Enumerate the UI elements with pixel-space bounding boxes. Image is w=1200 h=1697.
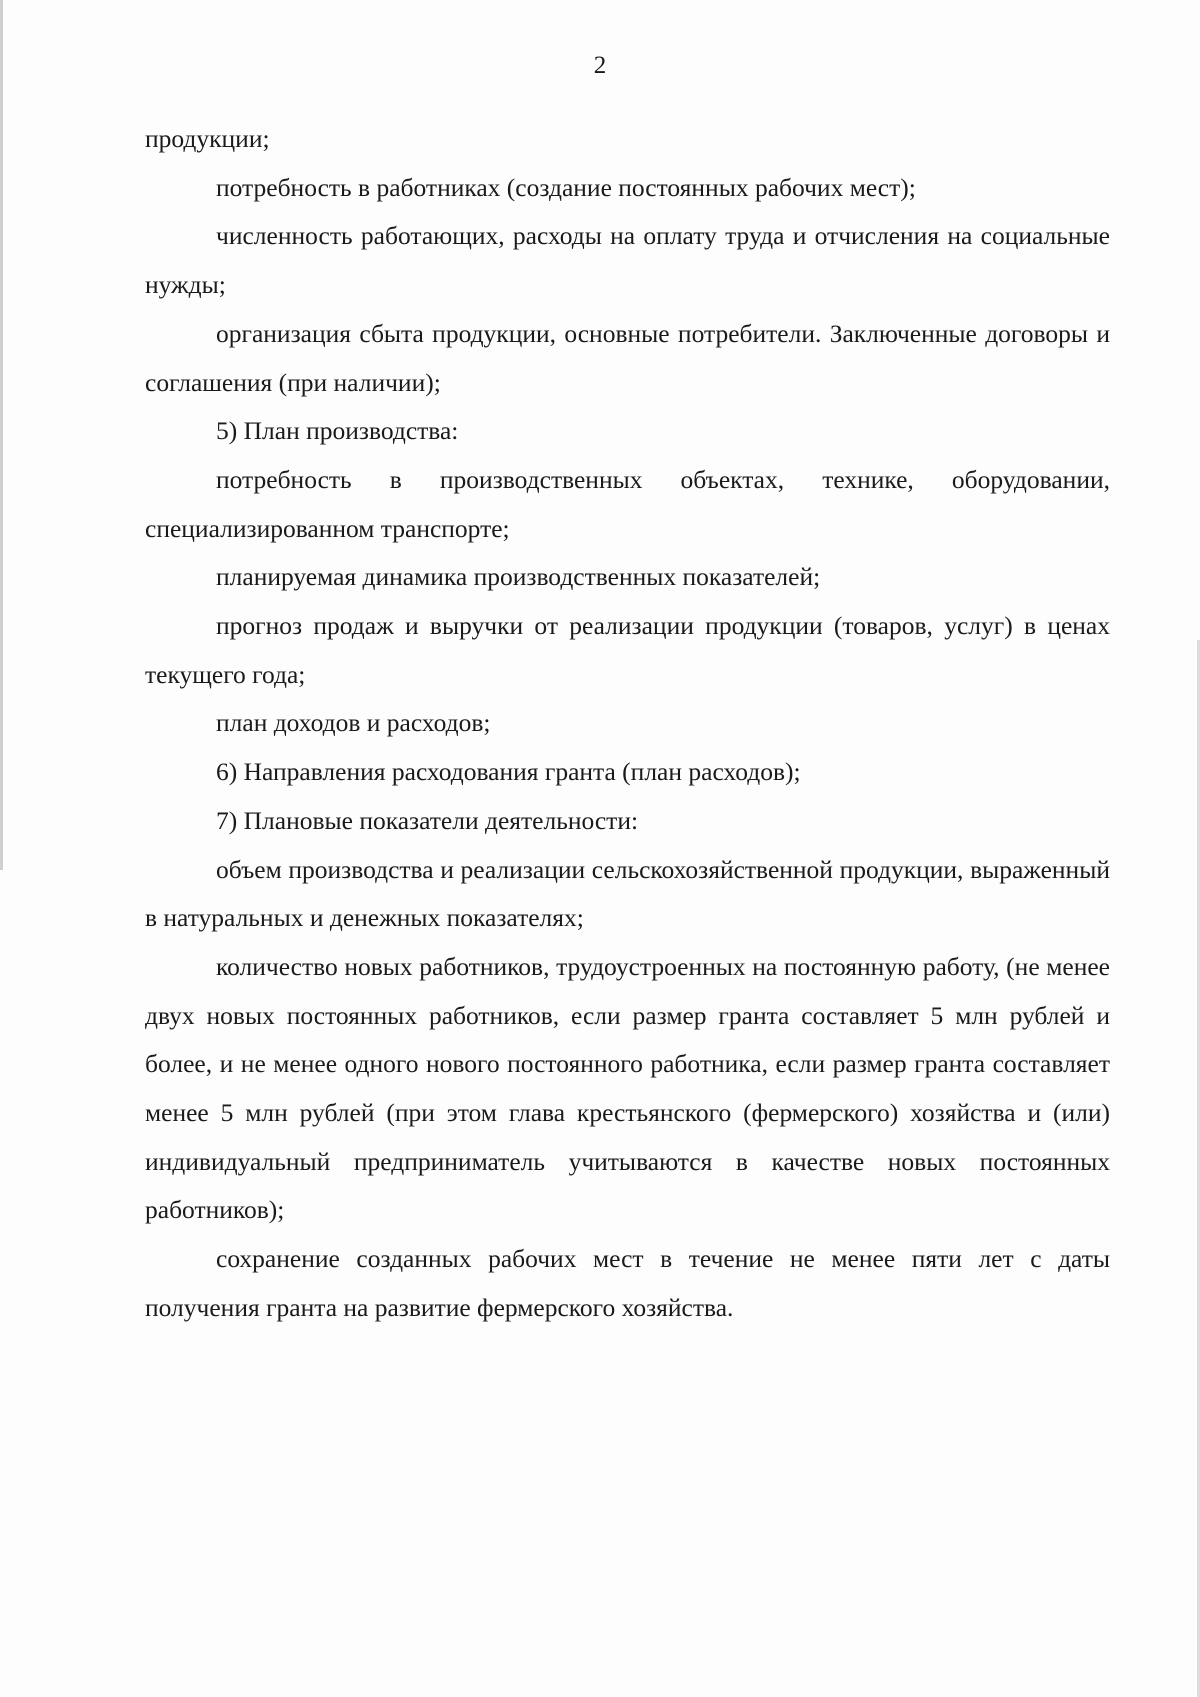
section-heading: 5) План производства: [216,416,459,446]
scan-edge-left [0,0,3,870]
paragraph: потребность в работниках (создание постоянных рабочих мест); [216,172,916,202]
document-body [145,115,1110,1333]
paragraph: потребность в производственных объектах, технике, оборудовании, специализированном транспорте; [145,464,1110,543]
paragraph: объем производства и реализации сельскохозяйственной продукции, выраженный в натуральных и денежных показателях; [145,854,1110,933]
paragraph: организация сбыта продукции, основные потребители. Заключенные договоры и соглашения (при наличии); [145,318,1110,397]
paragraph: план доходов и расходов; [216,708,491,738]
paragraph: продукции; [145,124,270,153]
section-heading: 7) Плановые показатели деятельности: [216,805,639,835]
paragraph: количество новых работников, трудоустроенных на постоянную работу, (не менее двух новых постоянных работников, если размер гранта составляет 5 млн рублей и более, и не менее одного нового постоянного работника, если размер гранта составляет менее 5 млн рублей (при этом глава крестьянского (фермерского) хозяйства и (или) индивидуальный предприниматель учитываются в качестве новых постоянных работников); [145,951,1110,1225]
section-heading: 6) Направления расходования гранта (план расходов); [216,757,801,787]
paragraph: прогноз продаж и выручки от реализации продукции (товаров, услуг) в ценах текущего года; [145,611,1110,689]
paragraph: планируемая динамика производственных показателей; [216,562,821,592]
paragraph: численность работающих, расходы на оплату труда и отчисления на социальные нужды; [145,221,1110,300]
paragraph: сохранение созданных рабочих мест в течение не менее пяти лет с даты получения гранта на развитие фермерского хозяйства. [145,1244,1110,1322]
page-number: 2 [593,52,607,79]
